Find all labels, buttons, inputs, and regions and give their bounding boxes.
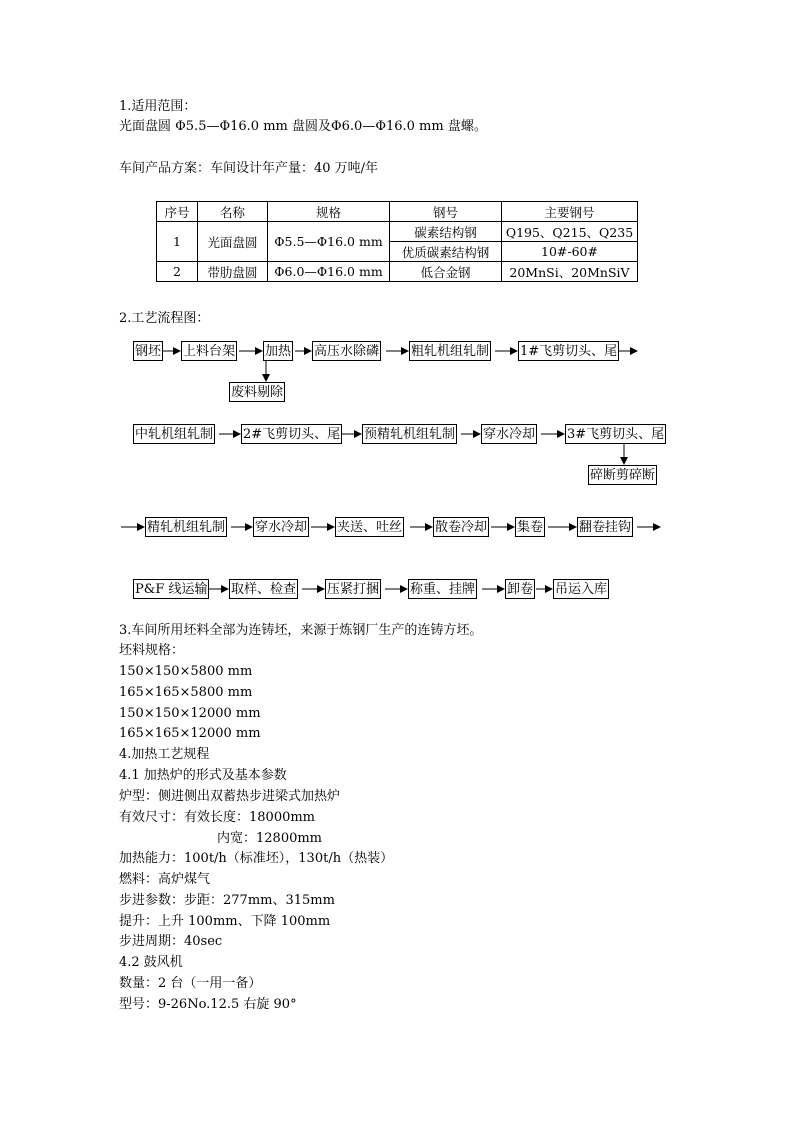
row2-name: 带肋盘圆	[198, 262, 268, 282]
header-spec: 规格	[268, 202, 390, 222]
step-cycle: 步进周期：40sec	[119, 934, 223, 949]
plan-line: 车间产品方案：车间设计年产量：40 万吨/年	[119, 161, 379, 176]
header-main-grade: 主要钢号	[502, 202, 638, 222]
row2-no: 2	[157, 262, 198, 282]
flow-box-loose-coil-cooling: 散卷冷却	[433, 517, 489, 537]
heating-sub1: 4.1 加热炉的形式及基本参数	[119, 768, 287, 783]
flow-box-pinch-laying: 夹送、吐丝	[335, 517, 404, 537]
flow-box-coil-collecting: 集卷	[515, 517, 545, 537]
flow-box-weighing: 称重、挂牌	[408, 579, 477, 599]
row1-main-b: 10#-60#	[502, 242, 638, 262]
flow-box-water-cooling-1: 穿水冷却	[481, 424, 537, 444]
billet-line2: 坯料规格：	[119, 643, 185, 658]
flow-box-shear1: 1#飞剪切头、尾	[518, 341, 619, 361]
flow-box-water-cooling-2: 穿水冷却	[253, 517, 309, 537]
billet-size-4: 165×165×12000 mm	[119, 726, 261, 741]
header-grade: 钢号	[390, 202, 502, 222]
flow-box-storage: 吊运入库	[553, 579, 609, 599]
scope-heading: 1.适用范围：	[119, 99, 197, 114]
flow-box-descaling: 高压水除磷	[312, 341, 381, 361]
billet-line1: 3.车间所用坯料全部为连铸坯，来源于炼钢厂生产的连铸方坯。	[119, 623, 483, 638]
blower-count: 数量：2 台（一用一备）	[119, 976, 262, 991]
billet-size-3: 150×150×12000 mm	[119, 706, 261, 721]
flow-box-prefinishing: 预精轧机组轧制	[362, 424, 457, 444]
lift: 提升：上升 100mm、下降 100mm	[119, 914, 331, 929]
effective-size-width: 内宽：12800mm	[217, 831, 323, 846]
row1-no: 1	[157, 222, 198, 262]
flow-box-pf-transport: P&F 线运输	[133, 579, 209, 599]
flow-box-loading-rack: 上料台架	[181, 341, 237, 361]
flow-box-coil-turning: 翻卷挂钩	[577, 517, 633, 537]
flow-box-heating: 加热	[263, 341, 293, 361]
step-parameters: 步进参数：步距：277mm、315mm	[119, 893, 335, 908]
flow-box-reject: 废料剔除	[229, 382, 285, 402]
flow-box-shear2: 2#飞剪切头、尾	[241, 424, 342, 444]
flow-box-roughing: 粗轧机组轧制	[409, 341, 491, 361]
flow-box-finishing: 精轧机组轧制	[145, 517, 227, 537]
flow-box-compacting: 压紧打捆	[325, 579, 381, 599]
heating-capacity: 加热能力：100t/h（标准坯），130t/h（热装）	[119, 851, 394, 866]
blower-model: 型号：9-26No.12.5 右旋 90°	[119, 997, 297, 1012]
row1-main-a: Q195、Q215、Q235	[502, 222, 638, 242]
flow-heading: 2.工艺流程图：	[119, 311, 210, 326]
flow-box-intermediate: 中轧机组轧制	[133, 424, 215, 444]
flow-box-crush-shear: 碎断剪碎断	[588, 465, 657, 485]
row1-spec: Φ5.5—Φ16.0 mm	[268, 222, 390, 262]
row2-spec: Φ6.0—Φ16.0 mm	[268, 262, 390, 282]
row2-main: 20MnSi、20MnSiV	[502, 262, 638, 282]
row2-grade: 低合金钢	[390, 262, 502, 282]
flow-box-billet: 钢坯	[133, 341, 163, 361]
billet-size-2: 165×165×5800 mm	[119, 685, 253, 700]
effective-size-length: 有效尺寸：有效长度：18000mm	[119, 810, 316, 825]
billet-size-1: 150×150×5800 mm	[119, 664, 253, 679]
furnace-type: 炉型：侧进侧出双蓄热步进梁式加热炉	[119, 789, 341, 804]
scope-line: 光面盘圆 Φ5.5—Φ16.0 mm 盘圆及Φ6.0—Φ16.0 mm 盘螺。	[119, 119, 487, 134]
fuel: 燃料：高炉煤气	[119, 872, 211, 887]
header-name: 名称	[198, 202, 268, 222]
row1-name: 光面盘圆	[198, 222, 268, 262]
flow-box-unloading: 卸卷	[505, 579, 535, 599]
heating-sub2: 4.2 鼓风机	[119, 955, 183, 970]
flow-box-sampling: 取样、检查	[229, 579, 298, 599]
heating-heading: 4.加热工艺规程	[119, 747, 210, 762]
header-no: 序号	[157, 202, 198, 222]
row1-grade-b: 优质碳素结构钢	[390, 242, 502, 262]
row1-grade-a: 碳素结构钢	[390, 222, 502, 242]
flow-box-shear3: 3#飞剪切头、尾	[565, 424, 666, 444]
